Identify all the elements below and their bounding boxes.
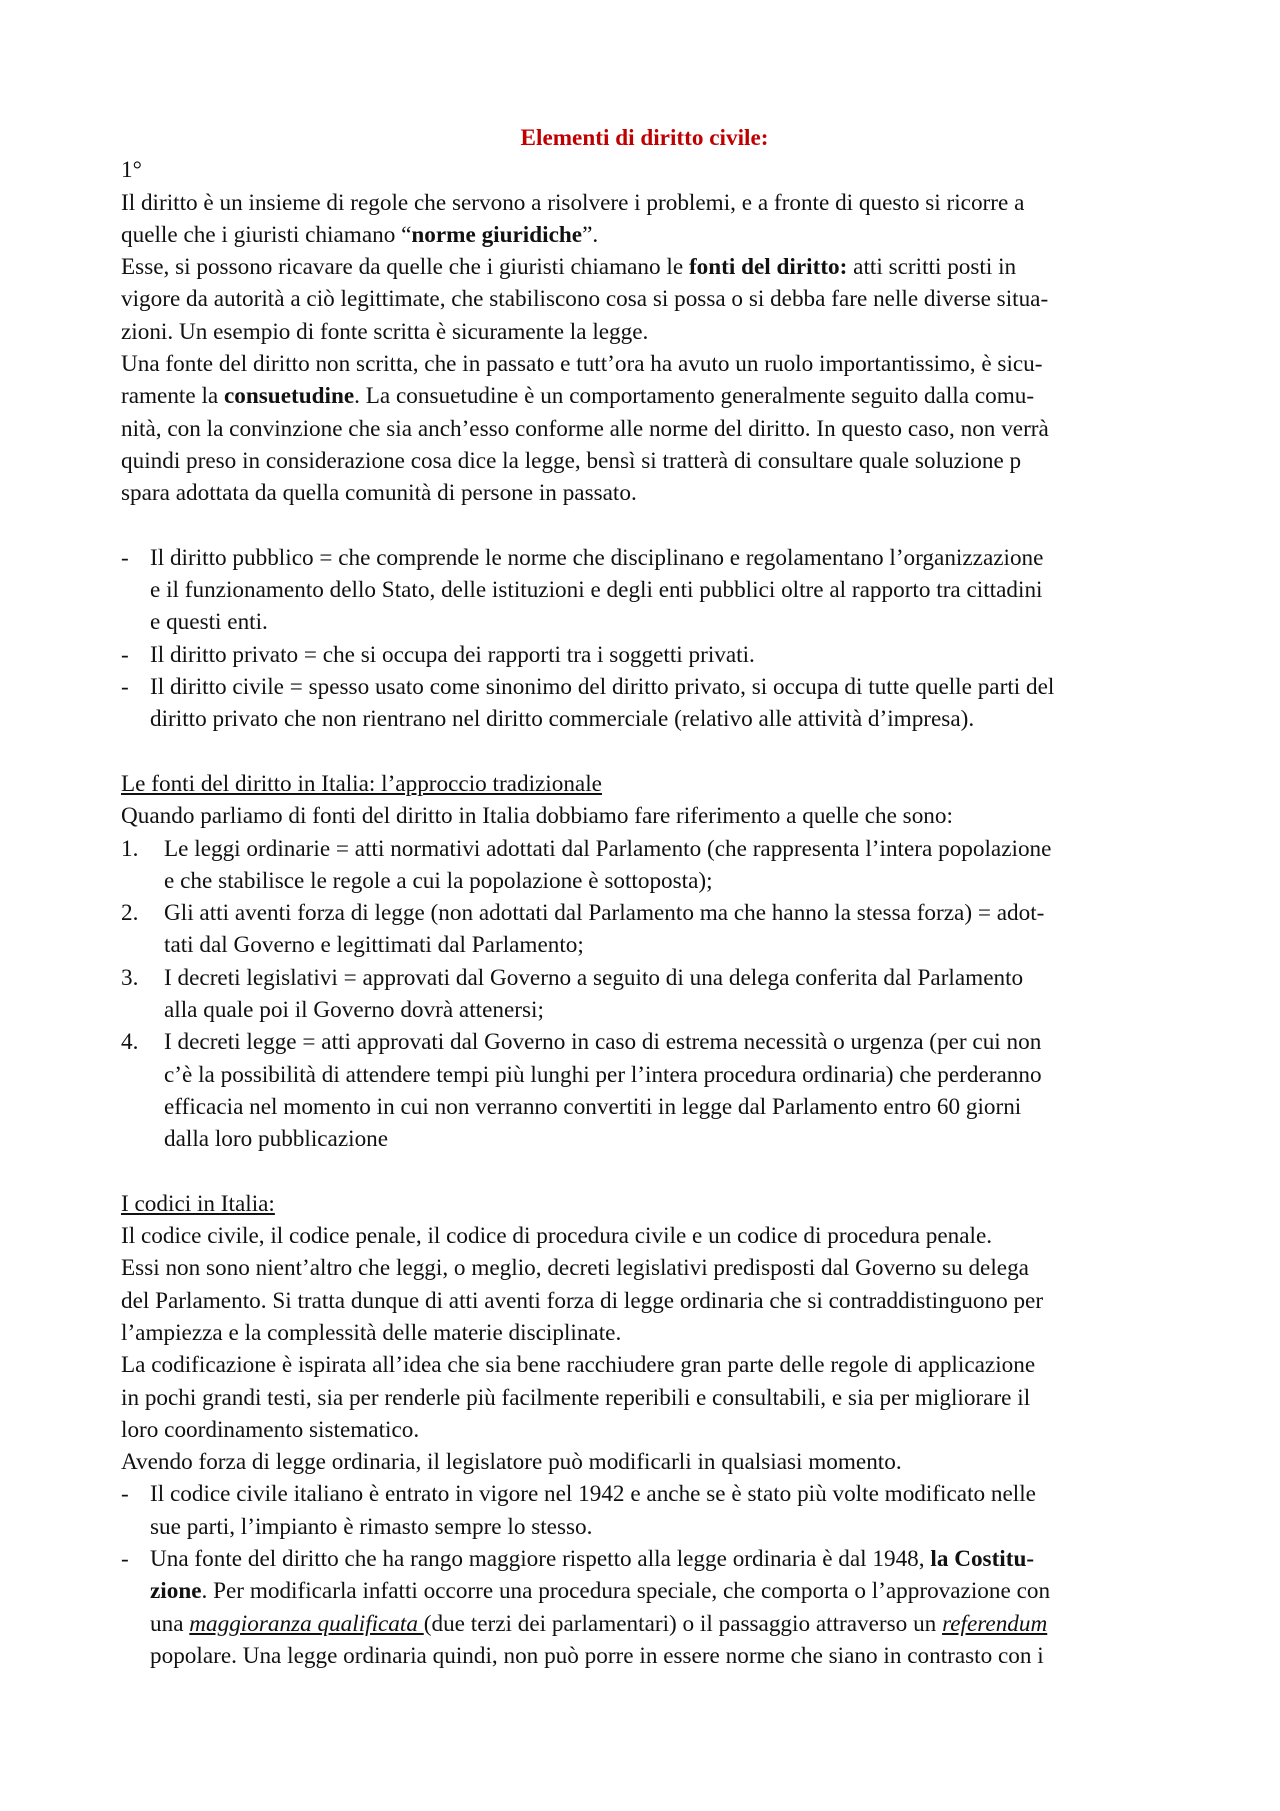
list-item: 3. I decreti legislativi = approvati dal Governo a seguito di una delega conferita dal Parlamento alla quale poi il Governo dovrà attenersi;: [121, 962, 1168, 1027]
intro-paragraph: [121, 187, 1168, 510]
section-heading: I codici in Italia:: [121, 1190, 275, 1217]
dash-marker: -: [121, 674, 129, 701]
bold-term: norme giuridiche: [411, 221, 583, 248]
text-line: quindi preso in considerazione cosa dice la legge, bensì si tratterà di consultare quale soluzione p: [121, 447, 1022, 474]
spacer: [121, 736, 1168, 768]
list-item: 2. Gli atti aventi forza di legge (non adottati dal Parlamento ma che hanno la stessa forza) = adot- tati dal Governo e legittimati dal Parlamento;: [121, 897, 1168, 962]
list-item: - Il diritto privato = che si occupa dei rapporti tra i soggetti privati.: [121, 639, 1168, 671]
dash-marker: -: [121, 641, 129, 668]
list-number: 4.: [121, 1029, 139, 1056]
text-line: nità, con la convinzione che sia anch’esso conforme alle norme del diritto. In questo caso, non verrà: [121, 415, 1049, 442]
list-item: - Il codice civile italiano è entrato in vigore nel 1942 e anche se è stato più volte modificato nelle sue parti, l’impianto è rimasto sempre lo stesso.: [121, 1478, 1168, 1543]
list-number: 3.: [121, 964, 139, 991]
bold-term: fonti del diritto:: [688, 254, 848, 281]
bold-term: la Costitu-: [930, 1546, 1035, 1573]
branches-list: [121, 542, 1168, 736]
text-line: ramente la consuetudine. La consuetudine è un comportamento generalmente seguito dalla comu-: [121, 383, 1035, 410]
spacer: [121, 510, 1168, 542]
text-line: Una fonte del diritto non scritta, che in passato e tutt’ora ha avuto un ruolo importantissimo, è sicu-: [121, 351, 1043, 378]
page-title: Elementi di diritto civile:: [520, 125, 769, 151]
list-item: 1. Le leggi ordinarie = atti normativi adottati dal Parlamento (che rappresenta l’intera popolazione e che stabilisce le regole a cui la popolazione è sottoposta);: [121, 833, 1168, 898]
text-line: Il codice civile, il codice penale, il codice di procedura civile e un codice di procedura penale.: [121, 1223, 993, 1250]
list-number: 2.: [121, 900, 139, 927]
text-line: Il diritto è un insieme di regole che servono a risolvere i problemi, e a fronte di questo si ricorre a: [121, 189, 1025, 216]
bold-term: zione: [150, 1578, 202, 1605]
list-item: - Il diritto civile = spesso usato come sinonimo del diritto privato, si occupa di tutte quelle parti del diritto privato che non rientrano nel diritto commerciale (relativo alle attività d’impresa).: [121, 671, 1168, 736]
dash-marker: -: [121, 544, 129, 571]
text-line: quelle che i giuristi chiamano “norme giuridiche”.: [121, 221, 599, 248]
section-heading: Le fonti del diritto in Italia: l’approccio tradizionale: [121, 770, 602, 797]
text-line: La codificazione è ispirata all’idea che sia bene racchiudere gran parte delle regole di applicazione: [121, 1352, 1036, 1379]
text-line: l’ampiezza e la complessità delle materie disciplinate.: [121, 1319, 622, 1346]
emphasis-term: referendum: [942, 1610, 1048, 1637]
text-line: in pochi grandi testi, sia per renderle più facilmente reperibili e consultabili, e sia per migliorare il: [121, 1384, 1031, 1411]
list-item: - Una fonte del diritto che ha rango maggiore rispetto alla legge ordinaria è dal 1948, la Costitu- zione. Per modificarla infatti occorre una procedura speciale, che comporta o l’approvazione con una maggioranza qualificata (due terzi dei parlamentari) o il passaggio attraverso un referendum popolare. Una legge ordinaria quindi, non può porre in essere norme che siano in contrasto con i: [121, 1543, 1168, 1672]
emphasis-term: maggioranza qualificata: [189, 1610, 424, 1637]
dash-marker: -: [121, 1481, 129, 1508]
codici-list: [121, 1478, 1168, 1672]
bold-term: consuetudine: [224, 383, 355, 410]
list-number: 1.: [121, 835, 139, 862]
text-line: del Parlamento. Si tratta dunque di atti aventi forza di legge ordinaria che si contraddistinguono per: [121, 1287, 1044, 1314]
section-number: 1°: [121, 157, 142, 184]
spacer: [121, 1156, 1168, 1188]
list-item: 4. I decreti legge = atti approvati dal Governo in caso di estrema necessità o urgenza (per cui non c’è la possibilità di attendere tempi più lunghi per l’intera procedura ordinaria) che perderanno efficacia nel momento in cui non verranno convertiti in legge dal Parlamento entro 60 giorni dalla loro pubblicazione: [121, 1026, 1168, 1155]
text-line: vigore da autorità a ciò legittimate, che stabiliscono cosa si possa o si debba fare nelle diverse situa-: [121, 286, 1049, 313]
text-line: Avendo forza di legge ordinaria, il legislatore può modificarli in qualsiasi momento.: [121, 1449, 902, 1476]
text-line: Essi non sono nient’altro che leggi, o meglio, decreti legislativi predisposti dal Governo su delega: [121, 1255, 1029, 1282]
text-line: spara adottata da quella comunità di persone in passato.: [121, 480, 637, 507]
list-item: - Il diritto pubblico = che comprende le norme che disciplinano e regolamentano l’organizzazione e il funzionamento dello Stato, delle istituzioni e degli enti pubblici oltre al rapporto tra cittadini e questi enti.: [121, 542, 1168, 639]
text-line: Quando parliamo di fonti del diritto in Italia dobbiamo fare riferimento a quelle che sono:: [121, 803, 953, 830]
dash-marker: -: [121, 1546, 129, 1573]
fonti-list: [121, 833, 1168, 1156]
text-line: zioni. Un esempio di fonte scritta è sicuramente la legge.: [121, 318, 649, 345]
text-line: loro coordinamento sistematico.: [121, 1416, 420, 1443]
text-line: Esse, si possono ricavare da quelle che i giuristi chiamano le fonti del diritto: atti scritti posti in: [121, 254, 1017, 281]
